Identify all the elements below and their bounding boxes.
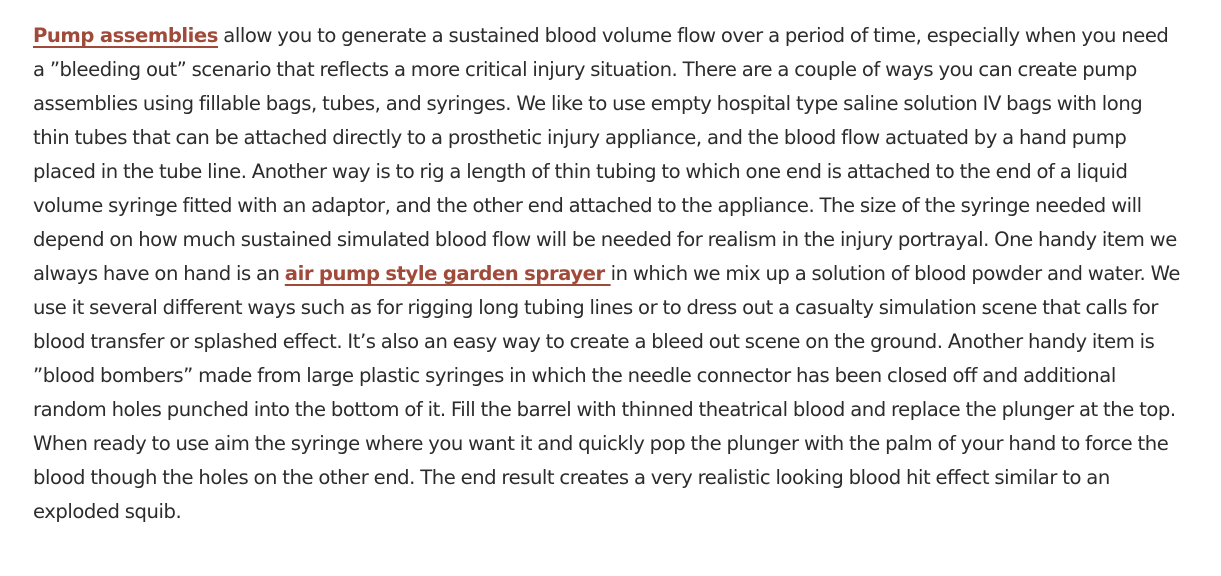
body-paragraph (33, 19, 1181, 529)
paragraph-text-part-1: allow you to generate a sustained blood volume flow over a period of time, especially when you need a ”bleeding out” scenario that reflects a more critical injury situation. There are a couple of ways you can create pump assemblies using fillable bags, tubes, and syringes. We like to use empty hospital type saline solution IV bags with long thin tubes that can be attached directly to a prosthetic injury appliance, and the blood flow actuated by a hand pump placed in the tube line. Another way is to rig a length of thin tubing to which one end is attached to the end of a liquid volume syringe fitted with an adaptor, and the other end attached to the appliance. The size of the syringe needed will depend on how much sustained simulated blood flow will be needed for realism in the injury portrayal. One handy item we always have on hand is an (33, 24, 1177, 285)
pump-assemblies-link[interactable]: Pump assemblies (33, 24, 218, 47)
air-pump-garden-sprayer-link[interactable]: air pump style garden sprayer (284, 262, 611, 285)
paragraph-text-part-2: in which we mix up a solution of blood powder and water. We use it several different ways such as for rigging long tubing lines or to dress out a casualty simulation scene that calls for blood transfer or splashed effect. It’s also an easy way to create a bleed out scene on the ground. Another handy item is ”blood bombers” made from large plastic syringes in which the needle connector has been closed off and additional random holes punched into the bottom of it. Fill the barrel with thinned theatrical blood and replace the plunger at the top. When ready to use aim the syringe where you want it and quickly pop the plunger with the palm of your hand to force the blood though the holes on the other end. The end result creates a very realistic looking blood hit effect similar to an exploded squib. (33, 262, 1180, 523)
